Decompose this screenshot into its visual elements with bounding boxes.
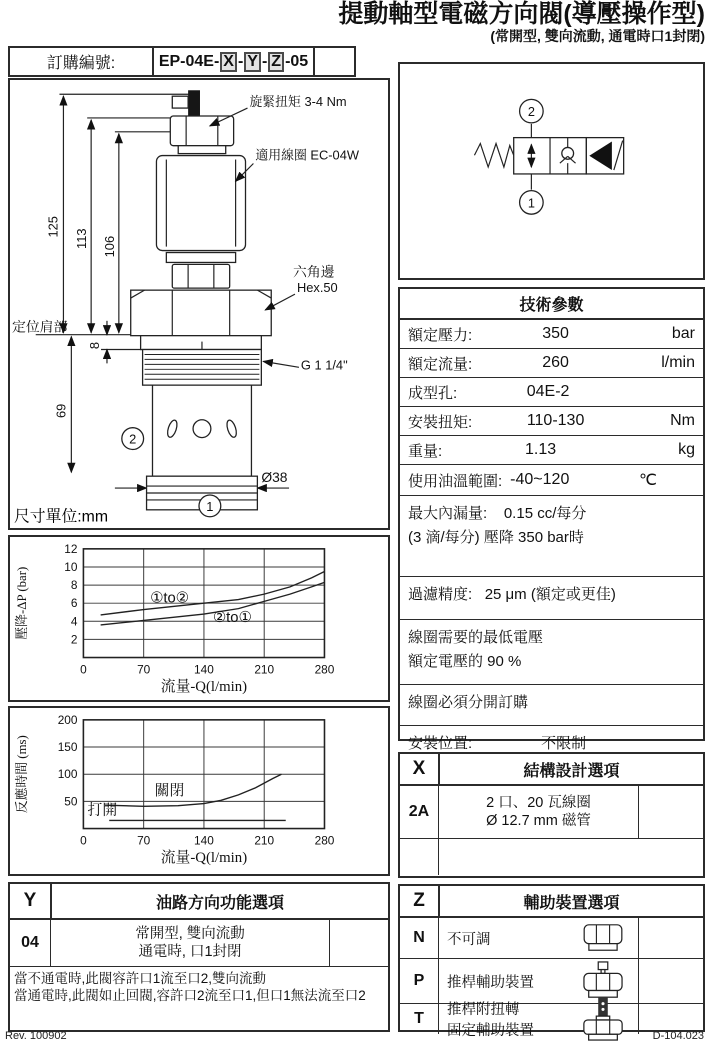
svg-text:流量-Q(l/min): 流量-Q(l/min) — [160, 679, 248, 696]
port1-marker — [199, 495, 221, 517]
symbol-solenoid — [586, 138, 623, 174]
dim-106: 106 — [101, 235, 117, 258]
valve-body — [131, 90, 272, 510]
hydraulic-symbol-panel — [398, 62, 705, 280]
x-options-table — [398, 752, 705, 878]
svg-text:150: 150 — [57, 739, 78, 754]
table-row: 使用油溫範圍: -40~120 ℃ — [400, 465, 703, 496]
table-row: T 推桿附扭轉 固定輔助裝置 — [400, 1004, 703, 1034]
coil-order-row: 線圈必須分開訂購 — [400, 685, 703, 726]
z-title: 輔助裝置選項 — [523, 894, 620, 912]
svg-text:70: 70 — [137, 833, 151, 848]
y-table-notes: 當不通電時,此閥容許口1流至口2,雙向流動 當通電時,此閥如止回閥,容許口2流至口1,但口1無法流至口2 — [14, 971, 366, 1003]
svg-text:0: 0 — [80, 662, 87, 677]
dim-69: 69 — [53, 403, 69, 419]
empty-cell — [329, 920, 388, 966]
valve-drawing-panel — [8, 78, 390, 530]
leakage-row — [400, 496, 703, 577]
nut-stem-icon — [568, 1004, 638, 1034]
footer-doc-number: D-104.023 — [652, 1030, 704, 1042]
svg-text:2: 2 — [70, 632, 78, 647]
table-row: P 推桿輔助裝置 — [400, 959, 703, 1004]
order-code-box — [8, 46, 356, 77]
y-code: Y — [10, 884, 52, 918]
table-row: 04 常開型, 雙向流動 通電時, 口1封閉 — [10, 920, 388, 967]
tech-title: 技術參數 — [400, 289, 703, 320]
page-title — [300, 0, 705, 44]
order-label: 訂購編號: — [46, 55, 116, 72]
svg-text:反應時間 (ms): 反應時間 (ms) — [15, 735, 30, 814]
table-row: 額定流量: 260 l/min — [400, 349, 703, 378]
thread-note: G 1 1/4" — [300, 357, 348, 373]
empty-cell — [638, 786, 703, 838]
svg-text:0: 0 — [80, 833, 87, 848]
x-code: X — [400, 754, 440, 784]
order-code-y: Y — [244, 52, 261, 72]
table-row: 成型孔: 04E-2 — [400, 378, 703, 407]
dim-125: 125 — [45, 216, 61, 238]
symbol-spring — [474, 144, 513, 168]
diameter-note: Ø38 — [261, 469, 288, 486]
empty-row — [400, 839, 703, 875]
manual-override-pin — [188, 90, 200, 116]
dim-113: 113 — [74, 228, 90, 249]
svg-text:壓降-ΔP (bar): 壓降-ΔP (bar) — [15, 566, 30, 640]
svg-text:流量-Q(l/min): 流量-Q(l/min) — [160, 850, 248, 867]
nut-icon — [568, 918, 638, 958]
z-table-header — [400, 886, 703, 918]
symbol-port-top — [520, 99, 544, 137]
y-title: 油路方向功能選項 — [155, 894, 284, 912]
hex-note-en: Hex.50 — [296, 280, 338, 296]
hydraulic-symbol — [400, 64, 703, 278]
hex-note-zh: 六角邊 — [293, 263, 335, 280]
response-time-chart — [10, 708, 388, 874]
svg-text:①to②: ①to② — [150, 590, 189, 607]
empty-cell — [638, 959, 703, 1003]
svg-text:關閉: 關閉 — [154, 782, 185, 799]
order-code-prefix: EP-04E- — [158, 52, 220, 70]
leak-value: 0.15 cc/每分 — [503, 505, 587, 522]
order-sep: - — [261, 52, 268, 70]
svg-text:1: 1 — [206, 498, 214, 514]
svg-text:140: 140 — [194, 662, 214, 677]
symbol-valve-body — [514, 138, 587, 174]
x-table-header — [400, 754, 703, 786]
hex-section — [131, 290, 272, 336]
mount-label: 安裝位置: — [408, 735, 473, 752]
filtration-row — [400, 577, 703, 620]
empty-cell — [638, 918, 703, 958]
svg-text:1: 1 — [527, 195, 535, 211]
table-row: 2A 2 口、20 瓦線圈 Ø 12.7 mm 磁管 — [400, 786, 703, 839]
filter-label: 過濾精度: — [408, 586, 473, 603]
solenoid-coil — [156, 156, 245, 251]
x-title: 結構設計選項 — [523, 762, 620, 780]
mount-value: 不限制 — [541, 735, 587, 752]
svg-text:210: 210 — [254, 662, 275, 677]
order-code-z: Z — [268, 52, 284, 72]
table-row: 重量: 1.13 kg — [400, 436, 703, 465]
svg-text:2: 2 — [527, 104, 535, 120]
locating-shoulder — [141, 336, 262, 350]
svg-text:②to①: ②to① — [212, 610, 252, 627]
z-code: Z — [400, 886, 440, 916]
filter-value: 25 μm (額定或更佳) — [484, 586, 616, 603]
order-empty-cell — [315, 48, 354, 75]
svg-text:8: 8 — [70, 578, 78, 593]
pressure-drop-chart — [10, 537, 388, 700]
svg-text:打開: 打開 — [87, 802, 118, 819]
coil-voltage-row: 線圈需要的最低電壓 額定電壓的 90 % — [400, 620, 703, 685]
order-sep: - — [237, 52, 244, 70]
leak-label: 最大內漏量: — [408, 505, 488, 522]
response-time-chart-panel — [8, 706, 390, 876]
svg-text:2: 2 — [129, 431, 137, 447]
svg-text:6: 6 — [70, 596, 78, 611]
pressure-drop-chart-panel — [8, 535, 390, 702]
table-row: 安裝扭矩: 110-130 Nm — [400, 407, 703, 436]
coil-note: 適用線圈 EC-04W — [255, 147, 360, 163]
svg-text:280: 280 — [314, 833, 335, 848]
title-sub: (常開型, 雙向流動, 通電時口1封閉) — [490, 28, 705, 44]
unit-note: 尺寸單位:mm — [13, 508, 109, 526]
svg-text:4: 4 — [70, 614, 78, 629]
svg-text:10: 10 — [64, 559, 78, 574]
symbol-port-bottom — [520, 174, 544, 214]
svg-text:210: 210 — [254, 833, 275, 848]
valve-drawing — [10, 80, 388, 528]
coil-nut — [170, 116, 233, 146]
tech-params-table — [398, 287, 705, 752]
dim-8: 8 — [87, 341, 103, 350]
table-row: N 不可調 — [400, 918, 703, 959]
svg-text:100: 100 — [57, 767, 78, 782]
y-table-header — [10, 884, 388, 920]
svg-text:200: 200 — [57, 712, 78, 727]
svg-text:70: 70 — [137, 662, 151, 677]
shoulder-note: 定位肩部 — [11, 318, 68, 335]
order-code-suffix: -05 — [285, 52, 309, 70]
y-options-table — [8, 882, 390, 1032]
leak-condition: (3 滴/每分) 壓降 350 bar時 — [408, 529, 584, 546]
torque-note: 旋緊扭矩 3-4 Nm — [249, 94, 347, 110]
svg-text:12: 12 — [64, 541, 78, 556]
footer-revision: Rev. 100902 — [5, 1030, 67, 1042]
title-main: 提動軸型電磁方向閥(導壓操作型) — [338, 0, 705, 28]
svg-text:280: 280 — [314, 662, 335, 677]
port2-marker — [122, 428, 144, 450]
order-code-x: X — [220, 52, 237, 72]
svg-text:140: 140 — [194, 833, 214, 848]
order-code — [152, 48, 315, 75]
table-row: 額定壓力: 350 bar — [400, 320, 703, 349]
svg-text:50: 50 — [64, 794, 78, 809]
